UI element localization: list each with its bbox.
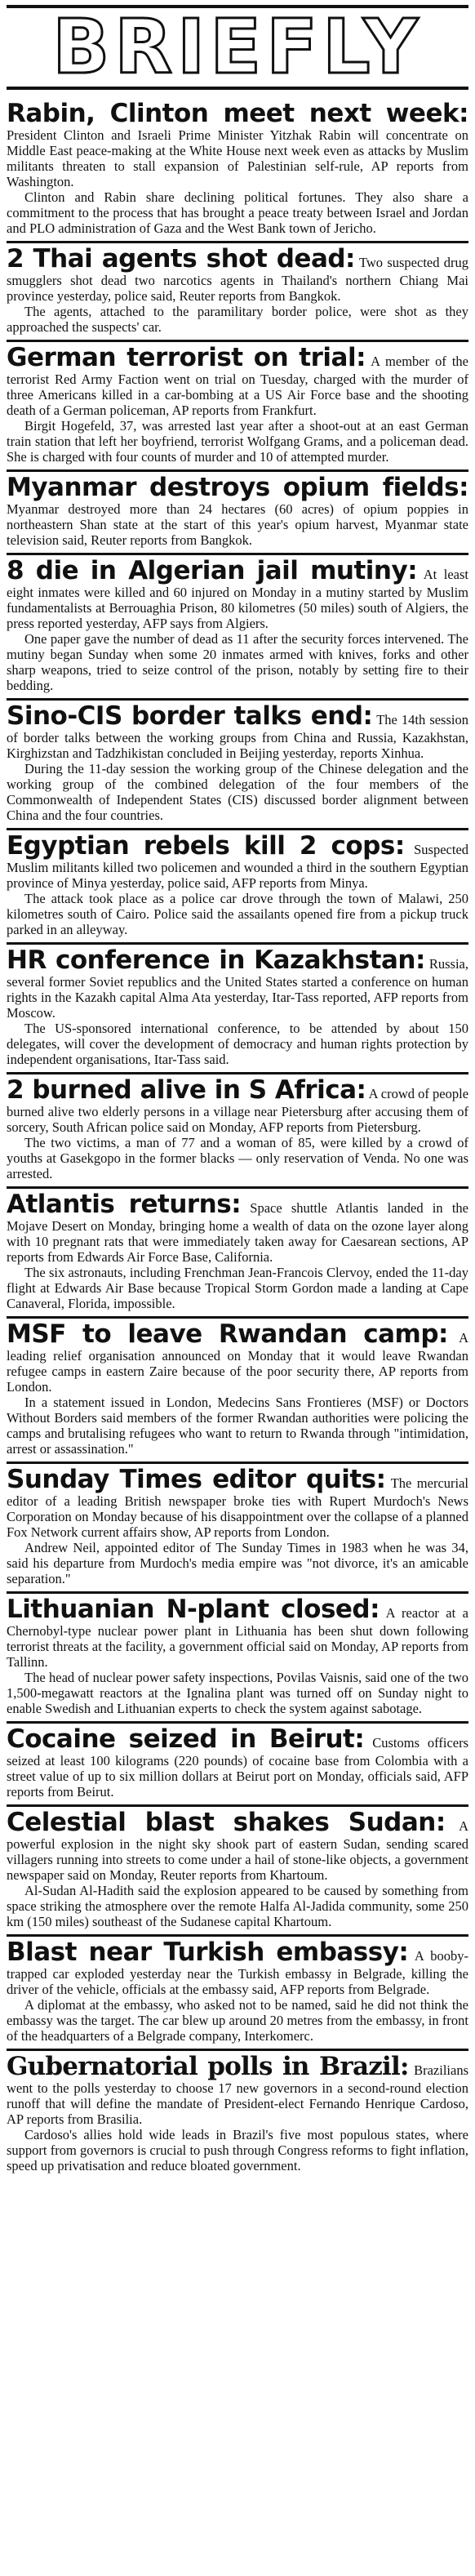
brief-body-paragraph: The US-sponsored international conference, to be attended by about 150 delegates, will cover the development of democracy and human rights protection by independent organisations, Itar-Tass said. <box>7 1021 468 1067</box>
brief-body-paragraph: Birgit Hogefeld, 37, was arrested last year after a shoot-out at an east German train station that left her boyfriend, terrorist Wolfgang Grams, and a policeman dead. She is charged with four counts of murder and 10 of attempted murder. <box>7 418 468 465</box>
brief-lead-text: At least eight inmates were killed and 60 injured on Monday in a mutiny started by Muslim fundamentalists at Berrouaghia Prison, 80 kilometres (50 miles) south of Algiers, the press reported yesterday, AFP says from Algiers. <box>7 567 468 631</box>
brief-lead-text: A leading relief organisation announced on Monday that it would leave Rwandan refugee camps in eastern Zaire because of the poor security there, AP reports from London. <box>7 1330 468 1395</box>
brief-lead-paragraph <box>7 702 468 761</box>
brief-headline: Cocaine seized in Beirut: <box>7 1724 365 1754</box>
brief-body-paragraph: The agents, attached to the paramilitary border police, were shot as they approached the suspects' car. <box>7 304 468 335</box>
brief-headline: Blast near Turkish embassy: <box>7 1938 409 1967</box>
brief-body-paragraph: One paper gave the number of dead as 11 after the security forces intervened. The mutiny began Sunday when some 20 inmates armed with knives, forks and other sharp weapons, tried to seize control of the prison, notably by setting fire to their bedding. <box>7 631 468 693</box>
brief-lead-text: The 14th session of border talks between the working groups from China and Russia, Kazakhstan, Kirghizstan and Tadzhikistan concluded in Beijing yesterday, reports Xinhua. <box>7 712 468 761</box>
brief-lead-text: A member of the terrorist Red Army Faction went on trial on Tuesday, charged with the murder of three Americans killed in a car-bombing at a US Air Force base and the shooting death of a German policeman, AP reports from Frankfurt. <box>7 354 468 418</box>
brief-headline: Gubernatorial polls in Brazil: <box>7 2052 409 2081</box>
brief-body-paragraph: The two victims, a man of 77 and a woman of 85, were killed by a crowd of youths at Gasekgopo in the former blacks — only reservation of Venda. No one was arrested. <box>7 1135 468 1181</box>
brief-body-paragraph: The head of nuclear power safety inspections, Povilas Vaisnis, said one of the two 1,500-megawatt reactors at the Ignalina plant was turned off on Sunday night to enable Swedish and Lithuanian experts to check the system against sabotage. <box>7 1670 468 1716</box>
brief-body-paragraph: Andrew Neil, appointed editor of The Sunday Times in 1983 when he was 34, said his departure from Murdoch's media empire was "not divorce, it's an amicable separation." <box>7 1540 468 1586</box>
brief-lead-text: Myanmar destroyed more than 24 hectares (60 acres) of opium poppies in northeastern Shan state at the start of this year's opium harvest, Myanmar state television said, Reuter reports from Bangkok. <box>7 501 468 548</box>
brief-lead-paragraph <box>7 1320 468 1395</box>
masthead <box>7 5 468 90</box>
news-brief <box>7 1074 468 1189</box>
brief-lead-text: Two suspected drug smugglers shot dead two narcotics agents in Thailand's northern Chiang Mai province yesterday, police said, Reuter reports from Bangkok. <box>7 255 468 304</box>
brief-headline: German terrorist on trial: <box>7 343 366 372</box>
brief-headline: HR conference in Kazakhstan: <box>7 945 425 975</box>
brief-lead-paragraph <box>7 100 468 189</box>
brief-lead-text: A booby-trapped car exploded yesterday near the Turkish embassy in Belgrade, killing the driver of the vehicle, officials at the embassy said, AFP reports from Belgrade. <box>7 1948 468 1997</box>
brief-lead-paragraph <box>7 344 468 418</box>
masthead-title: BRIEFLY <box>52 3 423 91</box>
brief-body-paragraph: A diplomat at the embassy, who asked not to be named, said he did not think the embassy was the target. The car blew up around 20 metres from the embassy, in front of the headquarters of a Belgrade company, Interkomerc. <box>7 1997 468 2044</box>
brief-headline: Sino-CIS border talks end: <box>7 701 373 731</box>
brief-lead-paragraph <box>7 1076 468 1135</box>
brief-lead-paragraph <box>7 832 468 891</box>
brief-lead-paragraph <box>7 1190 468 1265</box>
news-brief <box>7 342 468 472</box>
news-brief <box>7 701 468 830</box>
brief-lead-text: A crowd of people burned alive two elderly persons in a village near Pietersburg after accusing them of sorcery, South African police said on Monday, AFP reports from Pietersburg. <box>7 1086 468 1135</box>
brief-headline: Lithuanian N-plant closed: <box>7 1595 380 1624</box>
brief-body-paragraph: The six astronauts, including Frenchman Jean-Francois Clervoy, ended the 11-day flight at Edwards Air Base because Tropical Storm Gordon made a landing at Cape Canaveral, Florida, impossible. <box>7 1265 468 1311</box>
brief-lead-paragraph <box>7 1466 468 1540</box>
brief-lead-text: President Clinton and Israeli Prime Minister Yitzhak Rabin will concentrate on Middle East peace-making at the White House next week even as attacks by Muslim militants threaten to stall expansion of Palestinian self-rule, AP reports from Washington. <box>7 127 468 189</box>
brief-lead-paragraph <box>7 245 468 304</box>
brief-lead-text: Space shuttle Atlantis landed in the Mojave Desert on Monday, bringing home a wealth of data on the ozone layer along with 10 pregnant rats that were immediately taken away for Caesarean sections, AP reports from Edwards Air Force Base, California. <box>7 1200 468 1265</box>
brief-lead-text: The mercurial editor of a leading British newspaper broke ties with Rupert Murdoch's News Corporation on Monday because of his disappointment over the collapse of a planned Fox Network current affairs show, AP reports from London. <box>7 1475 468 1540</box>
brief-lead-text: A reactor at a Chernobyl-type nuclear power plant in Lithuania has been shut down following terrorist threats at the facility, a government official said on Monday, AP reports from Tallinn. <box>7 1605 468 1670</box>
brief-headline: Sunday Times editor quits: <box>7 1465 386 1494</box>
news-brief <box>7 1319 468 1464</box>
brief-headline: Myanmar destroys opium fields: <box>7 473 468 502</box>
brief-lead-paragraph <box>7 1938 468 1997</box>
brief-body-paragraph: Clinton and Rabin share declining political fortunes. They also share a commitment to the process that has brought a peace treaty between Israel and Jordan and PLO administration of Gaza and the West Bank town of Jericho. <box>7 189 468 236</box>
brief-lead-paragraph <box>7 557 468 631</box>
brief-lead-paragraph <box>7 946 468 1021</box>
brief-lead-text: Suspected Muslim militants killed two policemen and wounded a third in the southern Egyptian province of Minya yesterday, police said, AFP reports from Minya. <box>7 842 468 891</box>
news-brief <box>7 1594 468 1724</box>
brief-lead-paragraph <box>7 2053 468 2127</box>
news-brief <box>7 2051 468 2178</box>
brief-lead-paragraph <box>7 1809 468 1883</box>
news-brief <box>7 1724 468 1807</box>
brief-lead-text: A powerful explosion in the night sky shook part of eastern Sudan, sending scared villagers running into streets to come under a hail of stone-like objects, a government newspaper said on Monday, Reuter reports from Khartoum. <box>7 1818 468 1883</box>
brief-body-paragraph: In a statement issued in London, Medecins Sans Frontieres (MSF) or Doctors Without Borders said members of the former Rwandan authorities were policing the camps and brutalising refugees who want to return to Rwanda through "intimidation, arrest or assassination." <box>7 1395 468 1457</box>
brief-lead-text: Customs officers seized at least 100 kilograms (220 pounds) of cocaine base from Colombia with a street value of up to six million dollars at Beirut port on Monday, officials said, AFP reports from Beirut. <box>7 1735 468 1800</box>
news-brief <box>7 555 468 701</box>
news-brief <box>7 945 468 1074</box>
brief-lead-paragraph <box>7 1725 468 1800</box>
brief-headline: 8 die in Algerian jail mutiny: <box>7 556 418 585</box>
news-brief <box>7 830 468 945</box>
news-brief <box>7 1464 468 1594</box>
brief-lead-paragraph <box>7 474 468 548</box>
news-brief <box>7 1189 468 1319</box>
brief-body-paragraph: The attack took place as a police car drove through the town of Malawi, 250 kilometres south of Cairo. Police said the assailants opened fire from a pickup truck parked in an alleyway. <box>7 891 468 937</box>
brief-body-paragraph: Cardoso's allies hold wide leads in Brazil's five most populous states, where support from governors is crucial to push through Congress reforms to fight inflation, speed up privatisation and reduce bloated government. <box>7 2127 468 2173</box>
brief-headline: Atlantis returns: <box>7 1190 242 1219</box>
news-brief <box>7 243 468 342</box>
brief-lead-paragraph <box>7 1595 468 1670</box>
brief-headline: Rabin, Clinton meet next week: <box>7 99 468 128</box>
news-brief <box>7 472 468 555</box>
brief-lead-text: Brazilians went to the polls yesterday to choose 17 new governors in a second-round election runoff that will define the mandate of President-elect Fernando Henrique Cardoso, AP reports from Brasilia. <box>7 2062 468 2127</box>
brief-headline: 2 Thai agents shot dead: <box>7 244 355 274</box>
brief-headline: 2 burned alive in S Africa: <box>7 1075 366 1105</box>
news-brief <box>7 1937 468 2051</box>
news-brief <box>7 1807 468 1937</box>
stories-column <box>7 98 468 2178</box>
brief-headline: MSF to leave Rwandan camp: <box>7 1319 448 1349</box>
brief-headline: Egyptian rebels kill 2 cops: <box>7 831 405 861</box>
brief-body-paragraph: Al-Sudan Al-Hadith said the explosion appeared to be caused by something from space striking the atmosphere over the remote Halfa Al-Jadida community, some 250 km (150 miles) southeast of the Sudanese capital Khartoum. <box>7 1883 468 1929</box>
brief-body-paragraph: During the 11-day session the working group of the Chinese delegation and the working group of the combined delegation of the four members of the Commonwealth of Independent States (CIS) discussed border alignment between China and the four countries. <box>7 761 468 823</box>
news-brief <box>7 98 468 243</box>
brief-lead-text: Russia, several former Soviet republics and the United States started a conference on human rights in the Kazakh capital Alma Ata yesterday, Itar-Tass reported, AFP reports from Moscow. <box>7 956 468 1021</box>
brief-headline: Celestial blast shakes Sudan: <box>7 1808 446 1837</box>
